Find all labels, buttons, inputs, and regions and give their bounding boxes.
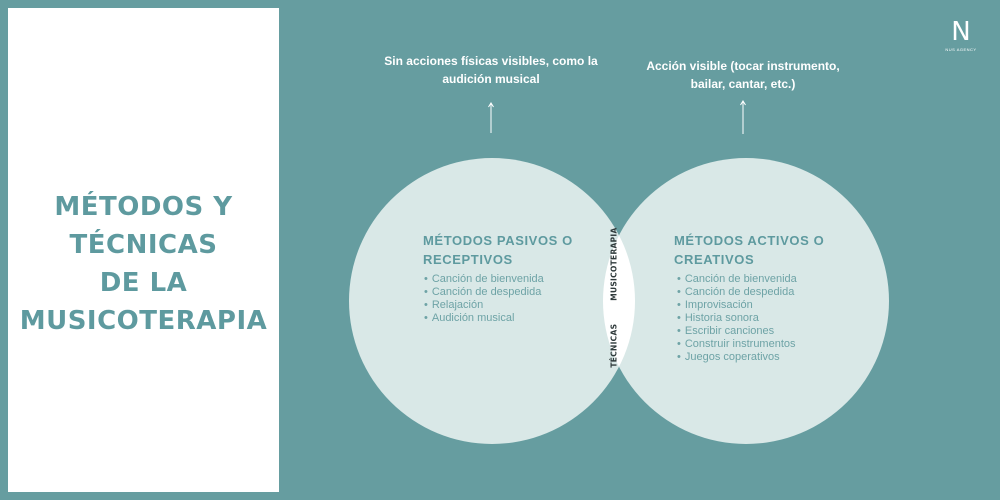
title-line-1: MÉTODOS Y	[54, 192, 233, 222]
active-methods-list	[677, 273, 797, 364]
active-methods-note: Acción visible (tocar instrumento, bailar, cantar, etc.)	[646, 59, 840, 91]
passive-methods-note: Sin acciones físicas visibles, como la audición musical	[384, 54, 598, 86]
title-line-2: TÉCNICAS	[69, 230, 218, 260]
list-item: • Improvisación	[677, 299, 797, 312]
logo-caption: NUS AGENCY	[945, 47, 977, 52]
list-item: • Canción de bienvenida	[424, 273, 544, 286]
list-item: • Audición musical	[424, 312, 544, 325]
active-methods-heading: MÉTODOS ACTIVOS O CREATIVOS	[674, 233, 825, 267]
list-item: • Canción de despedida	[677, 286, 797, 299]
list-item: • Historia sonora	[677, 312, 797, 325]
passive-methods-list	[424, 273, 544, 325]
title-line-3: DE LA	[99, 268, 188, 298]
intersection-label-text: TÉCNICAS MUSICOTERAPIA	[609, 227, 619, 368]
list-item: • Construir instrumentos	[677, 338, 797, 351]
right-arrow	[741, 101, 746, 134]
list-item: • Canción de bienvenida	[677, 273, 797, 286]
passive-methods-heading: MÉTODOS PASIVOS O RECEPTIVOS	[423, 233, 573, 267]
title-line-4: MUSICOTERAPIA	[19, 306, 268, 336]
list-item: • Canción de despedida	[424, 286, 544, 299]
list-item: • Escribir canciones	[677, 325, 797, 338]
list-item: • Juegos coperativos	[677, 351, 797, 364]
left-arrow	[489, 103, 494, 133]
logo-letter: N	[951, 17, 971, 47]
list-item: • Relajación	[424, 299, 544, 312]
